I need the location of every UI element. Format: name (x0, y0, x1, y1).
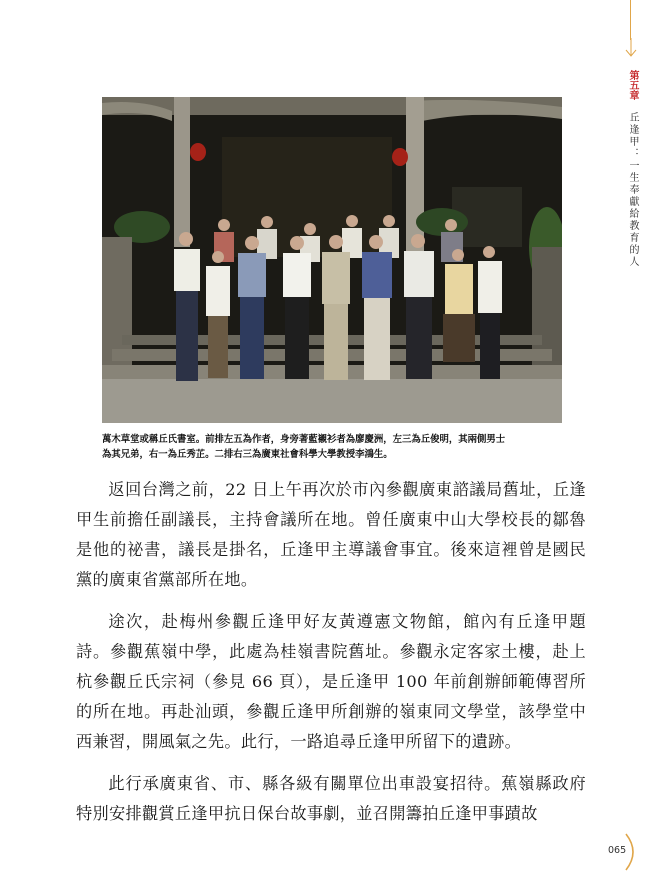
page-number: 065 (608, 845, 627, 856)
chapter-subtitle: 丘逢甲：一生奉獻給教育的人 (627, 112, 638, 268)
caption-line-2: 為其兄弟，右一為丘秀芷。二排右三為廣東社會科學大學教授李鴻生。 (102, 449, 393, 460)
paragraph: 此行承廣東省、市、縣各級有關單位出車設宴招待。蕉嶺縣政府特別安排觀賞丘逢甲抗日保台故事劇，並召開籌拍丘逢甲事蹟故 (76, 774, 586, 823)
group-photo-image (102, 97, 562, 423)
photo-caption (102, 432, 564, 462)
body-text (76, 475, 586, 841)
group-photo (102, 97, 562, 423)
paragraph: 途次，赴梅州參觀丘逢甲好友黃遵憲文物館，館內有丘逢甲題詩。參觀蕉嶺中學，此處為桂嶺書院舊址。參觀永定客家土樓，赴上杭參觀丘氏宗祠（參見 66 頁），是丘逢甲 100 年前創辦師範傳習所的所在地。再赴汕頭，參觀丘逢甲所創辦的嶺東同文學堂，該學堂中西兼習，開風氣之先。此行，一路追尋丘逢甲所留下的遺跡。 (76, 612, 586, 751)
chapter-label: 第五章 (627, 70, 638, 100)
chevron-down-icon (623, 38, 639, 60)
caption-line-1: 萬木草堂或稱丘氏書室。前排左五為作者，身旁著藍襯衫者為廖慶洲，左三為丘俊明，其兩側男士 (102, 434, 506, 445)
paragraph: 返回台灣之前，22 日上午再次於市內參觀廣東諮議局舊址，丘逢甲生前擔任副議長，主持會議所在地。曾任廣東中山大學校長的鄒魯是他的祕書，議長是掛名，丘逢甲主導議會事宜。後來這裡曾是國民黨的廣東省黨部所在地。 (76, 480, 586, 589)
sidebar-rule (630, 0, 631, 40)
